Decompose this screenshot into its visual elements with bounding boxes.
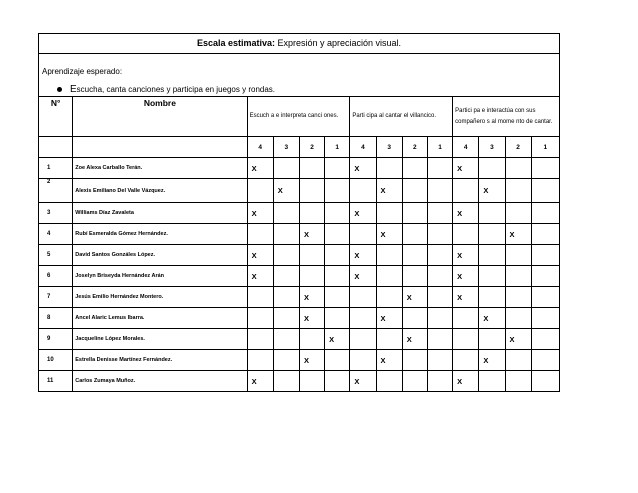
criteria-header-row <box>39 97 560 137</box>
mark-x: X <box>350 158 376 179</box>
score-cell <box>402 308 427 329</box>
score-cell <box>325 158 350 179</box>
score-cell <box>273 203 299 224</box>
mark-x: X <box>247 266 273 287</box>
student-name: Rubí Esmeralda Gómez Hernández. <box>73 224 247 245</box>
mark-x: X <box>247 158 273 179</box>
score-cell <box>402 158 427 179</box>
student-name: Jacqueline López Morales. <box>73 329 247 350</box>
student-name: Zoe Alexa Carballo Terán. <box>73 158 247 179</box>
score-cell <box>505 203 531 224</box>
evaluation-table <box>38 96 560 392</box>
mark-x: X <box>325 329 350 350</box>
score-cell <box>453 179 479 203</box>
score-cell <box>531 224 559 245</box>
criterion-3-header: Partici pa e interactúa con sus compañero s al mome nto de cantar. <box>453 97 560 137</box>
mark-x: X <box>247 245 273 266</box>
score-cell <box>453 224 479 245</box>
student-name: Jesús Emilio Hernández Montero. <box>73 287 247 308</box>
student-name: Carlos Zumaya Muñoz. <box>73 371 247 392</box>
col-num-header: N° <box>39 97 73 137</box>
mark-x: X <box>299 224 324 245</box>
mark-x: X <box>479 350 505 371</box>
mark-x: X <box>479 179 505 203</box>
score-cell <box>247 287 273 308</box>
score-cell <box>325 179 350 203</box>
score-cell <box>505 266 531 287</box>
score-cell <box>247 308 273 329</box>
student-name: Williams Díaz Zavaleta <box>73 203 247 224</box>
mark-x: X <box>299 287 324 308</box>
score-cell <box>350 287 376 308</box>
scale-cell: 1 <box>531 137 559 158</box>
score-cell <box>247 224 273 245</box>
score-cell <box>299 158 324 179</box>
score-cell <box>479 224 505 245</box>
table-row <box>39 179 560 203</box>
mark-x: X <box>350 245 376 266</box>
row-number: 9 <box>39 329 73 350</box>
table-row <box>39 203 560 224</box>
score-cell <box>427 203 452 224</box>
row-number: 5 <box>39 245 73 266</box>
score-cell <box>376 287 402 308</box>
scale-cell: 3 <box>376 137 402 158</box>
score-cell <box>325 224 350 245</box>
score-cell <box>427 224 452 245</box>
student-name: Joselyn Briseyda Hernández Arán <box>73 266 247 287</box>
score-cell <box>402 245 427 266</box>
mark-x: X <box>402 287 427 308</box>
score-cell <box>427 371 452 392</box>
score-cell <box>531 266 559 287</box>
mark-x: X <box>350 203 376 224</box>
score-cell <box>531 287 559 308</box>
score-cell <box>531 350 559 371</box>
score-cell <box>479 245 505 266</box>
bullet-dot-icon <box>57 87 62 92</box>
document-header-frame <box>38 33 560 98</box>
scale-cell: 4 <box>247 137 273 158</box>
table-row <box>39 329 560 350</box>
mark-x: X <box>453 203 479 224</box>
score-cell <box>299 329 324 350</box>
table-row <box>39 245 560 266</box>
mark-x: X <box>402 329 427 350</box>
score-cell <box>325 203 350 224</box>
document-title <box>39 34 559 54</box>
score-cell <box>453 350 479 371</box>
table-row <box>39 350 560 371</box>
score-cell <box>350 350 376 371</box>
score-cell <box>273 371 299 392</box>
criterion-2-header: Parti cipa al cantar el villancico. <box>350 97 453 137</box>
mark-x: X <box>505 329 531 350</box>
scale-empty-cell <box>73 137 247 158</box>
score-cell <box>427 245 452 266</box>
scale-cell: 1 <box>325 137 350 158</box>
score-cell <box>376 245 402 266</box>
criterion-1-header: Escuch a e interpreta canci ones. <box>247 97 350 137</box>
mark-x: X <box>247 371 273 392</box>
mark-x: X <box>350 371 376 392</box>
score-cell <box>273 308 299 329</box>
score-cell <box>273 224 299 245</box>
score-cell <box>325 266 350 287</box>
row-number: 3 <box>39 203 73 224</box>
score-cell <box>325 308 350 329</box>
table-row <box>39 287 560 308</box>
score-cell <box>350 329 376 350</box>
mark-x: X <box>350 266 376 287</box>
mark-x: X <box>376 308 402 329</box>
score-cell <box>531 158 559 179</box>
score-cell <box>247 350 273 371</box>
score-cell <box>273 158 299 179</box>
aprendizaje-section <box>39 54 559 98</box>
score-cell <box>273 329 299 350</box>
mark-x: X <box>376 179 402 203</box>
aprendizaje-bullet <box>57 84 275 95</box>
table-row <box>39 158 560 179</box>
score-cell <box>247 329 273 350</box>
mark-x: X <box>479 308 505 329</box>
score-cell <box>505 158 531 179</box>
score-cell <box>505 350 531 371</box>
table-row <box>39 308 560 329</box>
score-cell <box>427 287 452 308</box>
mark-x: X <box>453 371 479 392</box>
scale-empty-cell <box>39 137 73 158</box>
scale-cell: 3 <box>479 137 505 158</box>
score-cell <box>427 179 452 203</box>
scale-cell: 2 <box>299 137 324 158</box>
score-cell <box>479 287 505 308</box>
mark-x: X <box>299 350 324 371</box>
score-cell <box>273 266 299 287</box>
table-row <box>39 224 560 245</box>
score-cell <box>299 266 324 287</box>
row-number: 1 <box>39 158 73 179</box>
score-cell <box>505 371 531 392</box>
scale-cell: 4 <box>453 137 479 158</box>
score-cell <box>531 308 559 329</box>
score-cell <box>376 203 402 224</box>
score-cell <box>479 158 505 179</box>
score-cell <box>402 371 427 392</box>
scale-cell: 1 <box>427 137 452 158</box>
row-number: 6 <box>39 266 73 287</box>
score-cell <box>402 266 427 287</box>
score-cell <box>325 287 350 308</box>
aprendizaje-text: scucha, canta canciones y participa en juegos y rondas. <box>76 85 276 94</box>
title-bold: Escala estimativa: <box>196 38 275 48</box>
score-cell <box>453 329 479 350</box>
mark-x: X <box>505 224 531 245</box>
score-cell <box>402 350 427 371</box>
mark-x: X <box>453 245 479 266</box>
score-cell <box>505 287 531 308</box>
score-cell <box>350 179 376 203</box>
student-name: David Santos Gonzáles López. <box>73 245 247 266</box>
col-name-header: Nombre <box>73 97 247 137</box>
student-name: Alexis Emiliano Del Valle Vázquez. <box>73 179 247 203</box>
row-number: 8 <box>39 308 73 329</box>
scale-cell: 2 <box>402 137 427 158</box>
row-number: 4 <box>39 224 73 245</box>
score-cell <box>531 245 559 266</box>
score-cell <box>402 203 427 224</box>
scale-cell: 2 <box>505 137 531 158</box>
score-cell <box>479 203 505 224</box>
score-cell <box>427 329 452 350</box>
score-cell <box>531 371 559 392</box>
student-name: Ancel Alaric Lemus Ibarra. <box>73 308 247 329</box>
mark-x: X <box>376 224 402 245</box>
score-cell <box>453 308 479 329</box>
table-row <box>39 266 560 287</box>
score-cell <box>299 179 324 203</box>
score-cell <box>325 245 350 266</box>
mark-x: X <box>453 158 479 179</box>
scale-cell: 3 <box>273 137 299 158</box>
score-cell <box>479 329 505 350</box>
table-row <box>39 371 560 392</box>
score-cell <box>350 224 376 245</box>
score-cell <box>531 329 559 350</box>
score-cell <box>531 179 559 203</box>
score-cell <box>427 350 452 371</box>
score-cell <box>273 287 299 308</box>
mark-x: X <box>299 308 324 329</box>
mark-x: X <box>273 179 299 203</box>
score-cell <box>325 371 350 392</box>
score-cell <box>505 179 531 203</box>
score-cell <box>427 308 452 329</box>
score-cell <box>376 329 402 350</box>
score-cell <box>247 179 273 203</box>
aprendizaje-label: Aprendizaje esperado: <box>42 67 123 76</box>
mark-x: X <box>247 203 273 224</box>
scale-cell: 4 <box>350 137 376 158</box>
score-cell <box>376 371 402 392</box>
title-rest: Expresión y apreciación visual. <box>277 38 402 48</box>
score-cell <box>273 350 299 371</box>
row-number: 7 <box>39 287 73 308</box>
score-cell <box>299 245 324 266</box>
score-cell <box>325 350 350 371</box>
score-cell <box>479 266 505 287</box>
score-cell <box>402 224 427 245</box>
score-cell <box>427 158 452 179</box>
row-number: 10 <box>39 350 73 371</box>
score-cell <box>299 371 324 392</box>
score-cell <box>350 308 376 329</box>
score-cell <box>402 179 427 203</box>
aprendizaje-first-letter: E <box>70 84 77 95</box>
scale-row <box>39 137 560 158</box>
score-cell <box>299 203 324 224</box>
mark-x: X <box>376 350 402 371</box>
student-name: Estrella Denisse Martínez Fernández. <box>73 350 247 371</box>
score-cell <box>376 158 402 179</box>
row-number: 2 <box>39 179 73 203</box>
score-cell <box>427 266 452 287</box>
mark-x: X <box>453 287 479 308</box>
row-number: 11 <box>39 371 73 392</box>
score-cell <box>273 245 299 266</box>
score-cell <box>479 371 505 392</box>
score-cell <box>505 308 531 329</box>
mark-x: X <box>453 266 479 287</box>
score-cell <box>505 245 531 266</box>
score-cell <box>531 203 559 224</box>
score-cell <box>376 266 402 287</box>
